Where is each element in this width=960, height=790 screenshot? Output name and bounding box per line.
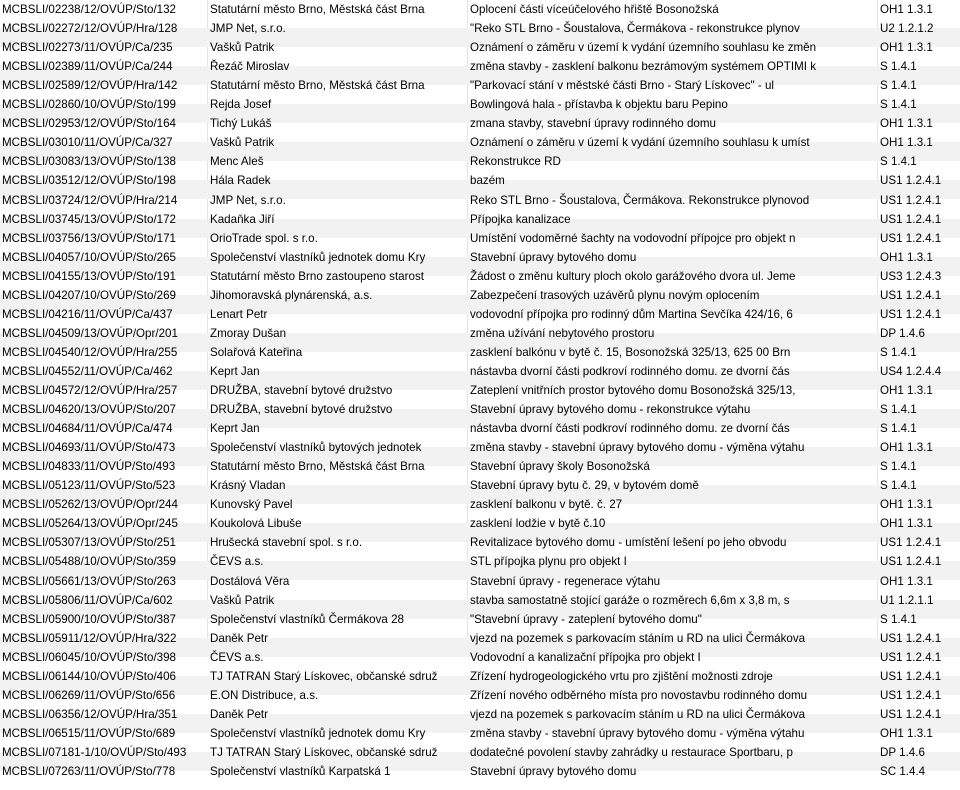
case-number-cell[interactable]: MCBSLI/07263/11/OVÚP/Sto/778 bbox=[2, 765, 176, 778]
applicant-cell[interactable]: OrioTrade spol. s r.o. bbox=[210, 231, 318, 245]
case-number-cell[interactable]: MCBSLI/05264/13/OVÚP/Opr/245 bbox=[2, 517, 178, 531]
case-number-cell[interactable]: MCBSLI/03010/11/OVÚP/Ca/327 bbox=[2, 136, 173, 150]
case-number-cell[interactable]: MCBSLI/02238/12/OVÚP/Sto/132 bbox=[2, 3, 177, 16]
code-cell[interactable]: S 1.4.1 bbox=[880, 612, 917, 626]
case-number-cell[interactable]: MCBSLI/03083/13/OVÚP/Sto/138 bbox=[2, 155, 177, 169]
code-cell[interactable]: U1 1.2.1.1 bbox=[880, 593, 934, 607]
applicant-cell[interactable]: Daněk Petr bbox=[210, 707, 268, 721]
case-number-cell[interactable]: MCBSLI/05900/10/OVÚP/Sto/387 bbox=[2, 612, 177, 626]
description-cell[interactable]: bazém bbox=[470, 174, 505, 188]
code-cell[interactable]: OH1 1.3.1 bbox=[880, 41, 933, 55]
code-cell[interactable]: US1 1.2.4.1 bbox=[880, 707, 942, 721]
applicant-cell[interactable]: Statutární město Brno zastoupeno starost bbox=[210, 269, 424, 283]
code-cell[interactable]: OH1 1.3.1 bbox=[880, 726, 933, 740]
case-number-cell[interactable]: MCBSLI/02389/11/OVÚP/Ca/244 bbox=[2, 60, 173, 74]
case-number-cell[interactable]: MCBSLI/06356/12/OVÚP/Hra/351 bbox=[2, 707, 178, 721]
case-number-cell[interactable]: MCBSLI/05488/10/OVÚP/Sto/359 bbox=[2, 555, 177, 569]
description-cell[interactable]: zasklení balkonu v bytě. č. 27 bbox=[470, 498, 623, 512]
code-cell[interactable]: US1 1.2.4.1 bbox=[880, 193, 942, 207]
code-cell[interactable]: OH1 1.3.1 bbox=[880, 574, 933, 588]
code-cell[interactable]: OH1 1.3.1 bbox=[880, 441, 933, 455]
code-cell[interactable]: S 1.4.1 bbox=[880, 79, 917, 93]
applicant-cell[interactable]: JMP Net, s.r.o. bbox=[210, 193, 286, 207]
case-number-cell[interactable]: MCBSLI/07181-1/10/OVÚP/Sto/493 bbox=[2, 745, 187, 759]
case-number-cell[interactable]: MCBSLI/05911/12/OVÚP/Hra/322 bbox=[2, 631, 177, 645]
code-cell[interactable]: OH1 1.3.1 bbox=[880, 517, 933, 531]
applicant-cell[interactable]: Statutární město Brno, Městská část Brna bbox=[210, 460, 425, 474]
description-cell[interactable]: Bowlingová hala - přístavba k objektu baru Pepino bbox=[470, 98, 728, 112]
applicant-cell[interactable]: Společenství vlastníků Karpatská 1 bbox=[210, 765, 391, 778]
applicant-cell[interactable]: E.ON Distribuce, a.s. bbox=[210, 688, 319, 702]
code-cell[interactable]: OH1 1.3.1 bbox=[880, 117, 933, 131]
description-cell[interactable]: Oznámení o záměru v území k vydání územního souhlasu k umíst bbox=[470, 136, 810, 150]
code-cell[interactable]: US1 1.2.4.1 bbox=[880, 688, 942, 702]
description-cell[interactable]: Stavební úpravy bytového domu bbox=[470, 765, 637, 778]
description-cell[interactable]: Zabezpečení trasových uzávěrů plynu novým oplocením bbox=[470, 288, 760, 302]
applicant-cell[interactable]: Keprt Jan bbox=[210, 364, 260, 378]
description-cell[interactable]: vodovodní přípojka pro rodinný dům Martina Sevčíka 424/16, 6 bbox=[470, 307, 793, 321]
code-cell[interactable]: US3 1.2.4.3 bbox=[880, 269, 942, 283]
description-cell[interactable]: Zřízení nového odběrného místa pro novostavbu rodinného domu bbox=[470, 688, 808, 702]
description-cell[interactable]: Reko STL Brno - Šoustalova, Čermákova. Rekonstrukce plynovod bbox=[470, 193, 810, 207]
description-cell[interactable]: nástavba dvorní části podkroví rodinného domu. ze dvorní čás bbox=[470, 422, 790, 436]
code-cell[interactable]: US1 1.2.4.1 bbox=[880, 212, 942, 226]
code-cell[interactable]: OH1 1.3.1 bbox=[880, 3, 933, 16]
code-cell[interactable]: SC 1.4.4 bbox=[880, 765, 926, 778]
case-number-cell[interactable]: MCBSLI/02273/11/OVÚP/Ca/235 bbox=[2, 41, 173, 55]
code-cell[interactable]: S 1.4.1 bbox=[880, 460, 917, 474]
case-number-cell[interactable]: MCBSLI/05806/11/OVÚP/Ca/602 bbox=[2, 593, 173, 607]
code-cell[interactable]: S 1.4.1 bbox=[880, 98, 917, 112]
description-cell[interactable]: Stavební úpravy školy Bosonožská bbox=[470, 460, 650, 474]
code-cell[interactable]: US1 1.2.4.1 bbox=[880, 555, 942, 569]
description-cell[interactable]: Oplocení části víceúčelového hřiště Bosonožská bbox=[470, 3, 719, 16]
description-cell[interactable]: Rekonstrukce RD bbox=[470, 155, 561, 169]
description-cell[interactable]: nástavba dvorní části podkroví rodinného domu. ze dvorní čás bbox=[470, 364, 790, 378]
case-number-cell[interactable]: MCBSLI/03745/13/OVÚP/Sto/172 bbox=[2, 212, 177, 226]
applicant-cell[interactable]: Jihomoravská plynárenská, a.s. bbox=[210, 288, 373, 302]
code-cell[interactable]: DP 1.4.6 bbox=[880, 745, 925, 759]
case-number-cell[interactable]: MCBSLI/05307/13/OVÚP/Sto/251 bbox=[2, 536, 177, 550]
code-cell[interactable]: S 1.4.1 bbox=[880, 479, 917, 493]
description-cell[interactable]: Stavební úpravy bytu č. 29, v bytovém domě bbox=[470, 479, 699, 493]
case-number-cell[interactable]: MCBSLI/04684/11/OVÚP/Ca/474 bbox=[2, 422, 173, 436]
description-cell[interactable]: změna stavby - stavební úpravy bytového domu - výměna výtahu bbox=[470, 441, 805, 455]
applicant-cell[interactable]: Hála Radek bbox=[210, 174, 271, 188]
case-number-cell[interactable]: MCBSLI/02589/12/OVÚP/Hra/142 bbox=[2, 79, 178, 93]
case-number-cell[interactable]: MCBSLI/04552/11/OVÚP/Ca/462 bbox=[2, 364, 173, 378]
description-cell[interactable]: Zřízení hydrogeologického vrtu pro zjištění možnosti zdroje bbox=[470, 669, 773, 683]
code-cell[interactable]: U2 1.2.1.2 bbox=[880, 22, 934, 36]
applicant-cell[interactable]: ČEVS a.s. bbox=[210, 555, 264, 569]
applicant-cell[interactable]: Tichý Lukáš bbox=[210, 117, 272, 131]
description-cell[interactable]: Revitalizace bytového domu - umístění lešení po jeho obvodu bbox=[470, 536, 787, 550]
description-cell[interactable]: Žádost o změnu kultury ploch okolo garážového dvora ul. Jeme bbox=[470, 269, 796, 283]
description-cell[interactable]: Oznámení o záměru v území k vydání územního souhlasu ke změn bbox=[470, 41, 817, 55]
case-number-cell[interactable]: MCBSLI/06269/11/OVÚP/Sto/656 bbox=[2, 688, 176, 702]
code-cell[interactable]: OH1 1.3.1 bbox=[880, 498, 933, 512]
case-number-cell[interactable]: MCBSLI/03756/13/OVÚP/Sto/171 bbox=[2, 231, 177, 245]
applicant-cell[interactable]: Zmoray Dušan bbox=[210, 326, 287, 340]
description-cell[interactable]: Zateplení vnitřních prostor bytového domu Bosonožská 325/13, bbox=[470, 384, 796, 397]
case-number-cell[interactable]: MCBSLI/04207/10/OVÚP/Sto/269 bbox=[2, 288, 177, 302]
case-number-cell[interactable]: MCBSLI/04509/13/OVÚP/Opr/201 bbox=[2, 326, 178, 340]
code-cell[interactable]: US1 1.2.4.1 bbox=[880, 669, 942, 683]
case-number-cell[interactable]: MCBSLI/05123/11/OVÚP/Sto/523 bbox=[2, 479, 176, 493]
code-cell[interactable]: US1 1.2.4.1 bbox=[880, 174, 942, 188]
code-cell[interactable]: US1 1.2.4.1 bbox=[880, 307, 942, 321]
applicant-cell[interactable]: Daněk Petr bbox=[210, 631, 268, 645]
description-cell[interactable]: vjezd na pozemek s parkovacím stáním u RD na ulici Čermákova bbox=[470, 631, 806, 645]
description-cell[interactable]: stavba samostatně stojící garáže o rozměrech 6,6m x 3,8 m, s bbox=[470, 593, 790, 607]
table-row[interactable] bbox=[0, 765, 960, 790]
description-cell[interactable]: Umístění vodoměrné šachty na vodovodní přípojce pro objekt n bbox=[470, 231, 796, 245]
case-number-cell[interactable]: MCBSLI/03512/12/OVÚP/Sto/198 bbox=[2, 174, 177, 188]
case-number-cell[interactable]: MCBSLI/02272/12/OVÚP/Hra/128 bbox=[2, 22, 178, 36]
applicant-cell[interactable]: Statutární město Brno, Městská část Brna bbox=[210, 79, 425, 93]
description-cell[interactable]: změna užívání nebytového prostoru bbox=[470, 326, 655, 340]
description-cell[interactable]: Stavební úpravy bytového domu - rekonstrukce výtahu bbox=[470, 403, 751, 417]
applicant-cell[interactable]: TJ TATRAN Starý Lískovec, občanské sdruž bbox=[210, 745, 438, 759]
case-number-cell[interactable]: MCBSLI/04057/10/OVÚP/Sto/265 bbox=[2, 250, 177, 264]
applicant-cell[interactable]: Vašků Patrik bbox=[210, 593, 275, 607]
description-cell[interactable]: "Reko STL Brno - Šoustalova, Čermákova - rekonstrukce plynov bbox=[470, 22, 800, 36]
code-cell[interactable]: OH1 1.3.1 bbox=[880, 384, 933, 397]
description-cell[interactable]: Stavební úpravy bytového domu bbox=[470, 250, 637, 264]
case-number-cell[interactable]: MCBSLI/05262/13/OVÚP/Opr/244 bbox=[2, 498, 178, 512]
applicant-cell[interactable]: Solařová Kateřina bbox=[210, 345, 303, 359]
applicant-cell[interactable]: Krásný Vladan bbox=[210, 479, 286, 493]
code-cell[interactable]: US4 1.2.4.4 bbox=[880, 364, 942, 378]
applicant-cell[interactable]: Dostálová Věra bbox=[210, 574, 290, 588]
applicant-cell[interactable]: Statutární město Brno, Městská část Brna bbox=[210, 3, 425, 16]
case-number-cell[interactable]: MCBSLI/04216/11/OVÚP/Ca/437 bbox=[2, 307, 173, 321]
applicant-cell[interactable]: Řezáč Miroslav bbox=[210, 60, 290, 74]
code-cell[interactable]: S 1.4.1 bbox=[880, 422, 917, 436]
description-cell[interactable]: Vodovodní a kanalizační přípojka pro objekt I bbox=[470, 650, 701, 664]
applicant-cell[interactable]: Kunovský Pavel bbox=[210, 498, 293, 512]
applicant-cell[interactable]: Rejda Josef bbox=[210, 98, 272, 112]
description-cell[interactable]: "Stavební úpravy - zateplení bytového domu" bbox=[470, 612, 702, 626]
applicant-cell[interactable]: Kadaňka Jiří bbox=[210, 212, 275, 226]
case-number-cell[interactable]: MCBSLI/05661/13/OVÚP/Sto/263 bbox=[2, 574, 177, 588]
description-cell[interactable]: dodatečné povolení stavby zahrádky u restaurace Sportbaru, p bbox=[470, 745, 793, 759]
code-cell[interactable]: S 1.4.1 bbox=[880, 155, 917, 169]
applicant-cell[interactable]: Společenství vlastníků jednotek domu Kry bbox=[210, 726, 426, 740]
description-cell[interactable]: vjezd na pozemek s parkovacím stáním u RD na ulici Čermákova bbox=[470, 707, 806, 721]
case-number-cell[interactable]: MCBSLI/03724/12/OVÚP/Hra/214 bbox=[2, 193, 178, 207]
applicant-cell[interactable]: Koukolová Libuše bbox=[210, 517, 302, 531]
code-cell[interactable]: US1 1.2.4.1 bbox=[880, 536, 942, 550]
applicant-cell[interactable]: Vašků Patrik bbox=[210, 41, 275, 55]
description-cell[interactable]: zasklení lodžie v bytě č.10 bbox=[470, 517, 606, 531]
case-number-cell[interactable]: MCBSLI/06515/11/OVÚP/Sto/689 bbox=[2, 726, 176, 740]
applicant-cell[interactable]: Lenart Petr bbox=[210, 307, 268, 321]
code-cell[interactable]: S 1.4.1 bbox=[880, 60, 917, 74]
case-number-cell[interactable]: MCBSLI/06045/10/OVÚP/Sto/398 bbox=[2, 650, 177, 664]
description-cell[interactable]: změna stavby - stavební úpravy bytového domu - výměna výtahu bbox=[470, 726, 805, 740]
code-cell[interactable]: US1 1.2.4.1 bbox=[880, 231, 942, 245]
code-cell[interactable]: US1 1.2.4.1 bbox=[880, 631, 942, 645]
case-number-cell[interactable]: MCBSLI/06144/10/OVÚP/Sto/406 bbox=[2, 669, 177, 683]
applicant-cell[interactable]: DRUŽBA, stavební bytové družstvo bbox=[210, 403, 393, 417]
applicant-cell[interactable]: Společenství vlastníků Čermákova 28 bbox=[210, 612, 404, 626]
code-cell[interactable]: S 1.4.1 bbox=[880, 345, 917, 359]
description-cell[interactable]: STL přípojka plynu pro objekt I bbox=[470, 555, 627, 569]
case-number-cell[interactable]: MCBSLI/02953/12/OVÚP/Sto/164 bbox=[2, 117, 177, 131]
case-number-cell[interactable]: MCBSLI/04693/11/OVÚP/Sto/473 bbox=[2, 441, 176, 455]
applicant-cell[interactable]: Společenství vlastníků jednotek domu Kry bbox=[210, 250, 426, 264]
code-cell[interactable]: OH1 1.3.1 bbox=[880, 250, 933, 264]
applicant-cell[interactable]: Společenství vlastníků bytových jednotek bbox=[210, 441, 422, 455]
code-cell[interactable]: US1 1.2.4.1 bbox=[880, 288, 942, 302]
case-number-cell[interactable]: MCBSLI/04155/13/OVÚP/Sto/191 bbox=[2, 269, 177, 283]
applicant-cell[interactable]: Menc Aleš bbox=[210, 155, 264, 169]
description-cell[interactable]: Přípojka kanalizace bbox=[470, 212, 571, 226]
description-cell[interactable]: "Parkovací stání v městské části Brno - Starý Lískovec" - ul bbox=[470, 79, 774, 93]
applicant-cell[interactable]: Keprt Jan bbox=[210, 422, 260, 436]
case-number-cell[interactable]: MCBSLI/02860/10/OVÚP/Sto/199 bbox=[2, 98, 177, 112]
code-cell[interactable]: S 1.4.1 bbox=[880, 403, 917, 417]
applicant-cell[interactable]: JMP Net, s.r.o. bbox=[210, 22, 286, 36]
code-cell[interactable]: US1 1.2.4.1 bbox=[880, 650, 942, 664]
description-cell[interactable]: zasklení balkónu v bytě č. 15, Bosonožská 325/13, 625 00 Brn bbox=[470, 345, 791, 359]
description-cell[interactable]: Stavební úpravy - regenerace výtahu bbox=[470, 574, 661, 588]
applicant-cell[interactable]: TJ TATRAN Starý Lískovec, občanské sdruž bbox=[210, 669, 438, 683]
applicant-cell[interactable]: DRUŽBA, stavební bytové družstvo bbox=[210, 384, 393, 397]
description-cell[interactable]: zmana stavby, stavební úpravy rodinného domu bbox=[470, 117, 716, 131]
case-number-cell[interactable]: MCBSLI/04540/12/OVÚP/Hra/255 bbox=[2, 345, 178, 359]
case-number-cell[interactable]: MCBSLI/04620/13/OVÚP/Sto/207 bbox=[2, 403, 177, 417]
code-cell[interactable]: DP 1.4.6 bbox=[880, 326, 925, 340]
case-number-cell[interactable]: MCBSLI/04833/11/OVÚP/Sto/493 bbox=[2, 460, 176, 474]
code-cell[interactable]: OH1 1.3.1 bbox=[880, 136, 933, 150]
applicant-cell[interactable]: Hrušecká stavební spol. s r.o. bbox=[210, 536, 363, 550]
description-cell[interactable]: změna stavby - zasklení balkonu bezrámovým systémem OPTIMI k bbox=[470, 60, 816, 74]
case-number-cell[interactable]: MCBSLI/04572/12/OVÚP/Hra/257 bbox=[2, 384, 178, 397]
applicant-cell[interactable]: ČEVS a.s. bbox=[210, 650, 264, 664]
applicant-cell[interactable]: Vašků Patrik bbox=[210, 136, 275, 150]
